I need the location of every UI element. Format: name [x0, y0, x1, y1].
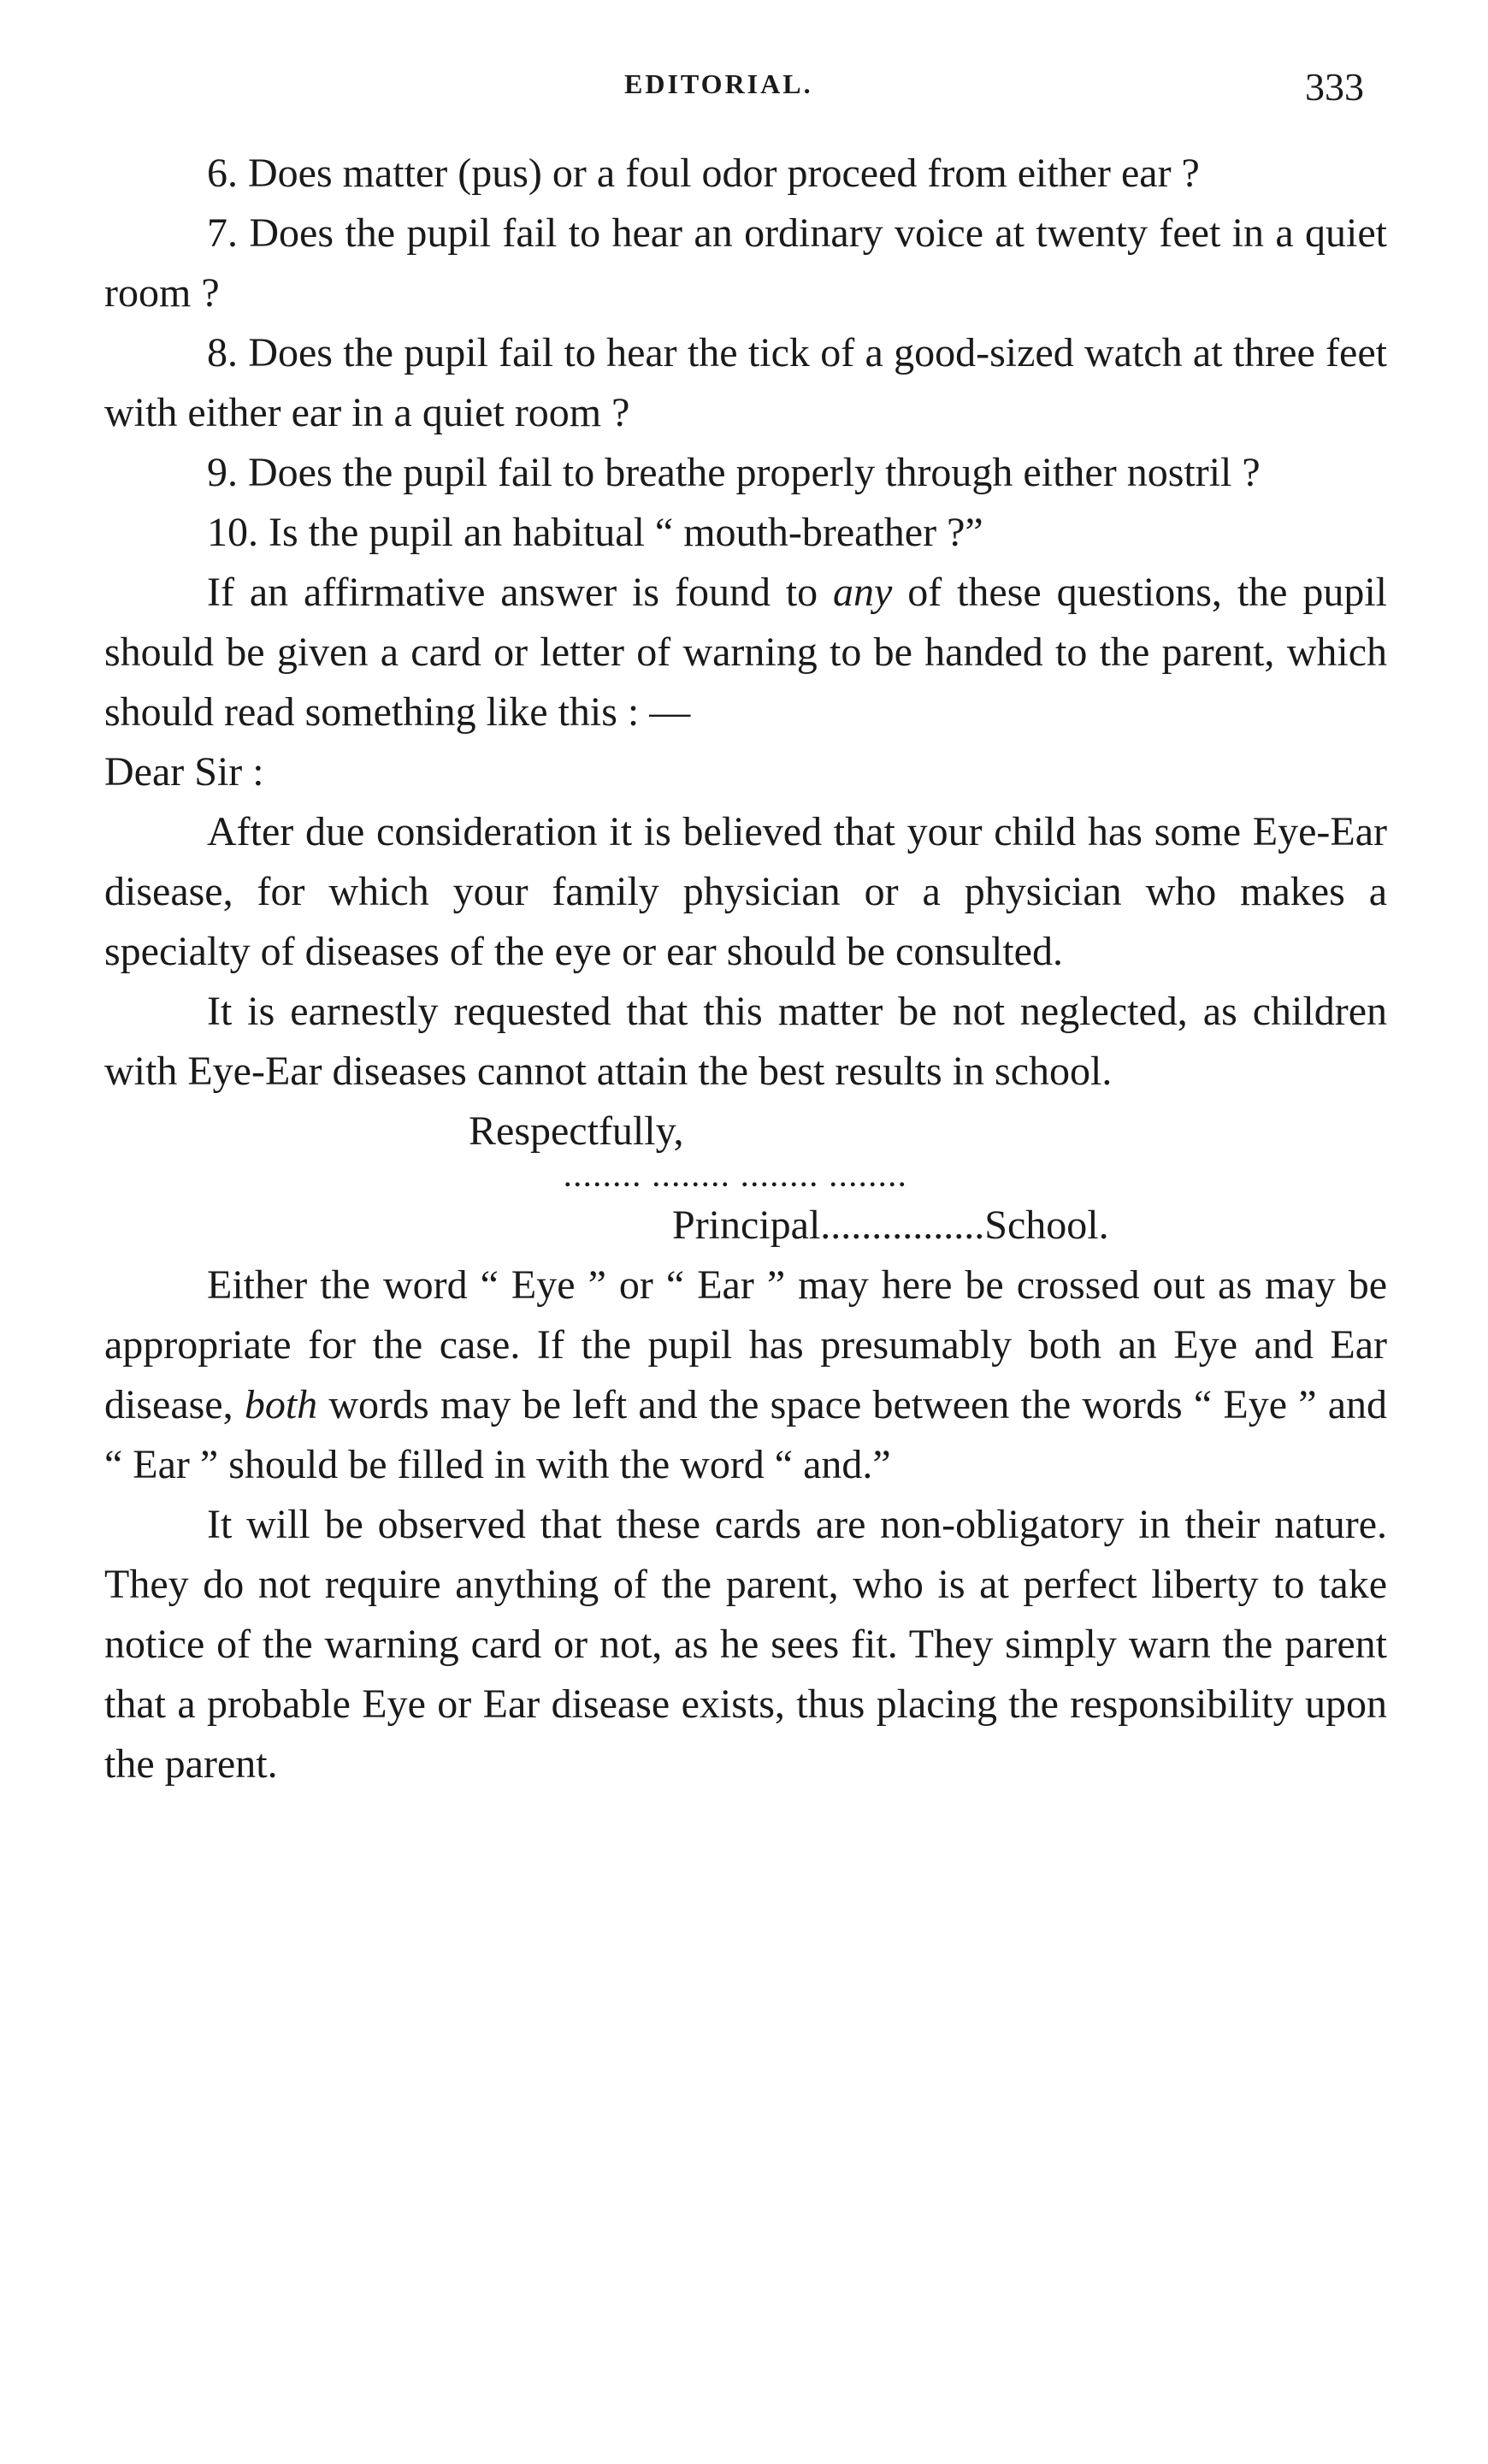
running-header — [0, 58, 1488, 109]
instruction-text-start: If an affirmative answer is found to — [207, 570, 834, 615]
question-9 — [104, 443, 1387, 503]
question-text: Does the pupil fail to breathe properly through either nostril ? — [248, 450, 1261, 495]
question-6 — [104, 144, 1387, 204]
page-number: 333 — [1305, 65, 1364, 109]
signature-dots: ........ ........ ........ ........ — [564, 1164, 909, 1192]
signature-line: Principal................School. — [672, 1202, 1109, 1248]
body-text — [104, 144, 1387, 1794]
letter-paragraph-2: It is earnestly requested that this matter be not neglected, as children with Eye-Ear diseases cannot attain the best results in school. — [104, 989, 1387, 1094]
question-number: 10. — [207, 510, 258, 555]
question-text: Does matter (pus) or a foul odor proceed from either ear ? — [248, 151, 1200, 196]
instruction-text-end: of these questions, the pupil should be given a card or letter of warning to be handed to the parent, which should read something like this : — — [104, 570, 1388, 735]
question-text: Does the pupil fail to hear an ordinary voice at twenty feet in a quiet room ? — [104, 210, 1388, 316]
running-title: EDITORIAL. — [624, 68, 813, 99]
explanation-paragraph — [104, 1256, 1387, 1495]
question-number: 9. — [207, 450, 238, 495]
explanation-emphasis: both — [244, 1382, 318, 1427]
explanation-text-end: words may be left and the space between the words “ Eye ” and “ Ear ” should be filled in with the word “ and.” — [104, 1382, 1388, 1487]
question-number: 7. — [207, 210, 238, 256]
instruction-paragraph — [104, 563, 1387, 742]
letter-salutation: Dear Sir : — [104, 749, 264, 795]
question-text: Is the pupil an habitual “ mouth-breather ?” — [269, 510, 983, 555]
question-8 — [104, 323, 1387, 443]
conclusion-paragraph: It will be observed that these cards are non-obligatory in their nature. They do not require anything of the parent, who is at perfect liberty to take notice of the warning card or not, as he sees fit. They simply warn the parent that a probable Eye or Ear disease exists, thus placing the responsibility upon the parent. — [104, 1502, 1387, 1787]
instruction-emphasis: any — [833, 570, 893, 615]
explanation-text-start: Either the word “ Eye ” or “ Ear ” may here be crossed out as may be appropriate for the case. If the pupil has presumably both an Eye and Ear disease, — [104, 1262, 1387, 1427]
question-10 — [104, 503, 1387, 563]
question-7 — [104, 204, 1387, 323]
letter-paragraph-1: After due consideration it is believed that your child has some Eye-Ear disease, for which your family physician or a physician who makes a specialty of diseases of the eye or ear should be consulted. — [104, 809, 1387, 974]
question-number: 6. — [207, 151, 238, 196]
warning-letter — [104, 742, 1387, 1256]
question-text: Does the pupil fail to hear the tick of a good-sized watch at three feet with either ear in a quiet room ? — [104, 330, 1388, 435]
letter-closing: Respectfully, — [469, 1108, 684, 1154]
question-number: 8. — [207, 330, 238, 375]
